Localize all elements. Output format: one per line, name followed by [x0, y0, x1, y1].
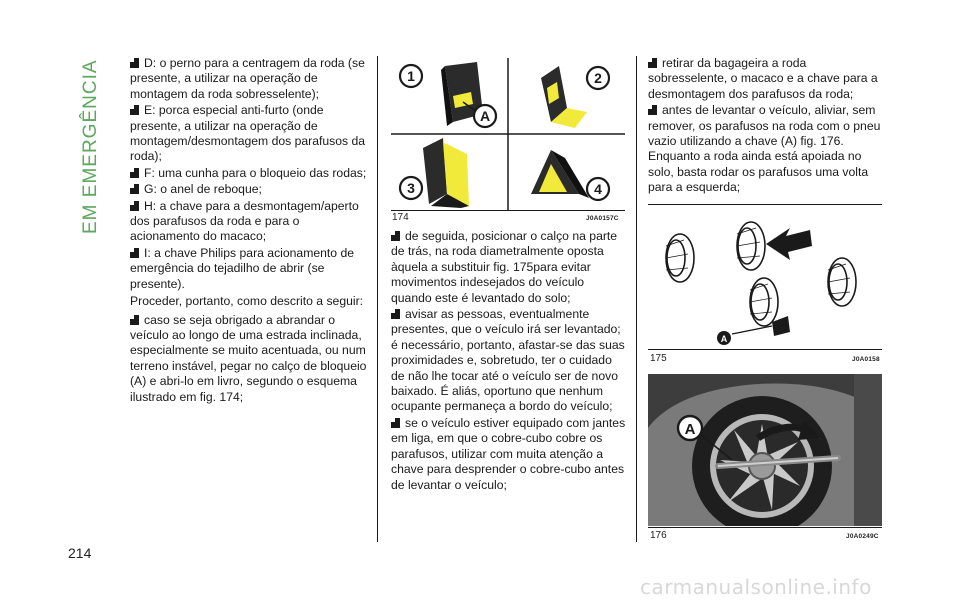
- bullet-icon: [648, 105, 657, 115]
- column-divider: [636, 56, 637, 542]
- figure-rule: [648, 204, 882, 205]
- watermark: carmanualsonline.info: [640, 575, 872, 599]
- bullet-icon: [648, 58, 657, 68]
- list-item: D: o perno para a centragem da roda (se presente, a utilizar na operação de montagem da roda sobresselente);: [130, 56, 365, 101]
- chock-panel-3: [423, 138, 469, 208]
- chock-panel-4: [531, 150, 589, 198]
- figure-code: J0A0249C: [846, 533, 879, 540]
- chock-position-illustration: [648, 206, 882, 348]
- panel-label-4: 4: [594, 181, 602, 197]
- bullet-icon: [130, 168, 139, 178]
- figure-code: J0A0158: [852, 356, 880, 363]
- list-item: H: a chave para a desmontagem/aperto dos parafusos da roda e para o acionamento do macaco;: [130, 198, 359, 244]
- column-3: [648, 56, 886, 197]
- callout-a: A: [720, 334, 728, 344]
- wheel-wrench-photo: [648, 374, 882, 526]
- figure-number: 175: [650, 353, 667, 364]
- page-number: 214: [68, 545, 92, 561]
- list-item: F: uma cunha para o bloqueio das rodas;: [130, 166, 368, 181]
- section-title: [72, 52, 112, 242]
- section-title-text: EM EMERGÊNCIA: [80, 59, 101, 234]
- figure-code: J0A0157C: [586, 215, 619, 222]
- list-item: se o veículo estiver equipado com jantes em liga, em que o cobre-cubo cobre os parafusos, utilizar com muita atenção a chave para desprender o cobre-cubo antes de levantar o veículo;: [391, 415, 626, 492]
- figure-175: [648, 206, 882, 348]
- bullet-icon: [130, 248, 139, 258]
- list-item: G: o anel de reboque;: [130, 182, 368, 197]
- figure-176: [648, 374, 882, 526]
- wheel-chock-unfold-illustration: [391, 58, 625, 210]
- bullet-icon: [391, 309, 400, 319]
- chock-panel-2: [541, 66, 587, 128]
- column-2: [391, 229, 627, 494]
- bullet-icon: [130, 58, 139, 68]
- paragraph: Proceder, portanto, como descrito a seguir:: [130, 294, 364, 309]
- figure-174: [391, 58, 625, 210]
- figure-number: 176: [650, 530, 667, 541]
- figure-number: 174: [392, 212, 409, 223]
- list-item: I: a chave Philips para acionamento de emergência do tejadilho de abrir (se presente).: [130, 245, 355, 291]
- list-item: antes de levantar o veículo, aliviar, sem remover, os parafusos na roda com o pneu vazio utilizando a chave (A) fig. 176. Enquanto a roda ainda está apoiada no solo, basta rodar os parafusos uma volta para a esquerda;: [648, 103, 881, 195]
- figure-rule: [648, 349, 882, 350]
- bullet-icon: [130, 184, 139, 194]
- figure-rule: [648, 527, 882, 528]
- column-1: [130, 56, 368, 406]
- list-item: E: porca especial anti-furto (onde presente, a utilizar na operação de montagem/desmontagem dos parafusos da roda);: [130, 103, 366, 164]
- list-item: retirar da bagageira a roda sobresselente, o macaco e a chave para a desmontagem dos parafusos da roda;: [648, 56, 878, 101]
- callout-a: A: [479, 108, 491, 124]
- panel-label-3: 3: [407, 180, 415, 196]
- panel-label-2: 2: [594, 70, 602, 86]
- bullet-icon: [391, 231, 400, 241]
- panel-label-1: 1: [407, 68, 415, 84]
- figure-rule: [391, 210, 625, 211]
- callout-a: A: [684, 421, 696, 438]
- bullet-icon: [391, 418, 400, 428]
- list-item: avisar as pessoas, eventualmente presentes, que o veículo irá ser levantado; é necessário, portanto, afastar-se das suas proximidades e, sobretudo, ter o cuidado de não lhe tocar até o veículo ser de novo baixado. É aliás, oportuno que nenhum ocupante permaneça a bordo do veículo;: [391, 307, 625, 414]
- bullet-icon: [130, 201, 139, 211]
- column-divider: [377, 56, 378, 542]
- bullet-icon: [130, 105, 139, 115]
- bullet-icon: [130, 315, 139, 325]
- list-item: de seguida, posicionar o calço na parte de trás, na roda diametralmente oposta àquela a substituir fig. 175para evitar movimentos indesejados do veículo quando este é levantado do solo;: [391, 229, 618, 305]
- list-item: caso se seja obrigado a abrandar o veículo ao longo de uma estrada inclinada, especialmente se muito acentuada, ou num terreno instável, pegar no calço de bloqueio (A) e abri-lo em livro, segundo o esquema ilustrado em fig. 174;: [130, 312, 367, 404]
